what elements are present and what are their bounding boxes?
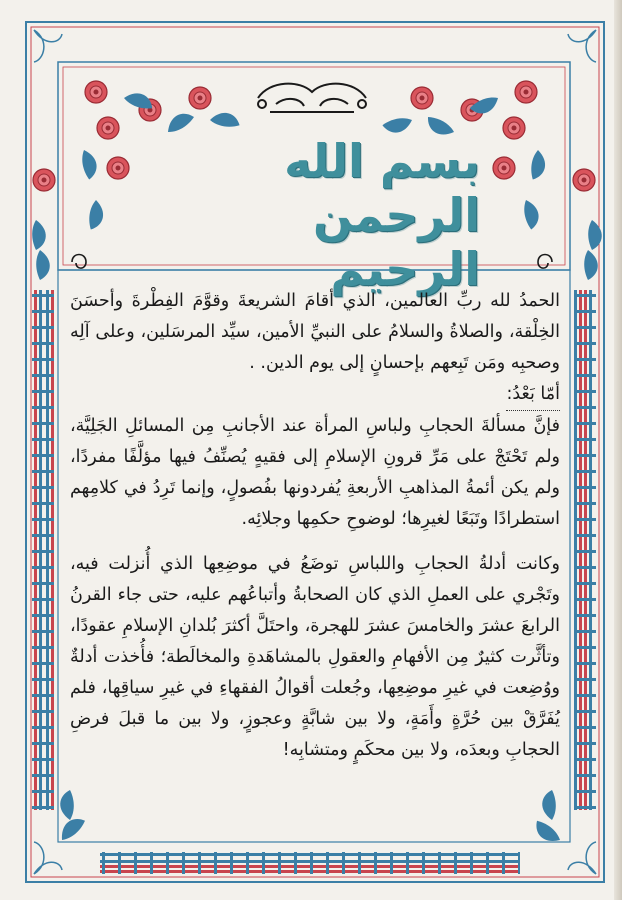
paragraph-2: وكانت أدلةُ الحجابِ واللباسِ توضَعُ في موضِعِها الذي أُنزلت فيه، وتَجْري على العملِ الذي كان الصحابةُ وأتباعُهم عليه، حتى جاء القرنُ الرابعَ عشرَ والخامسَ عشرَ للهجرة، واحتَلَّ أكثرَ بُلدانِ الإسلامِ عقودًا، وتأثَّرت كثيرٌ مِن الأفهامِ والعقولِ بالمشاهَدةِ والمخالَطة؛ فأُخذت أدلةٌ ووُضِعت في غيرِ موضِعِها، وجُعلت أقوالُ الفقهاءِ في غيرِ سياقِها، فلم يُفَرَّقْ بين حُرَّةٍ وأَمَةٍ، ولا بين شابَّةٍ وعجوزٍ، ولا بين ما قبلَ فرضِ الحجابِ وبعدَه، ولا بين محكَمٍ ومتشابِه! <box>70 554 560 760</box>
paragraph-1: فإنَّ مسألةَ الحجابِ ولباسِ المرأة عند الأجانبِ مِن المسائلِ الجَلِيَّة، ولم تَحْتَجْ على مَرِّ قرونِ الإسلامِ إلى فقيهٍ يُصنِّفُ فيها مؤلَّفًا مفردًا، ولم يكن أئمةُ المذاهبِ الأربعةِ يُفردونها بفُصولٍ، وإنما تَرِدُ في كلامِهم استطرادًا وتَبَعًا لغيرِها؛ لوضوحِ حكمِها وجلائِه. <box>70 416 560 529</box>
intro-paragraph: الحمدُ لله ربِّ العالمين، الذي أقامَ الشريعةَ وقوَّمَ الفِطْرةَ وأحسَنَ الخِلْقة، والصلاةُ والسلامُ على النبيِّ الأمين، سيِّد المرسَلين، وعلى آلِه وصحبِه ومَن تَبِعهم بإحسانٍ إلى يوم الدين. . <box>70 291 560 373</box>
amma-baad-heading: أمّا بَعْدُ: <box>506 379 560 411</box>
basmala-title: بسم الله الرحمن الرحيم <box>284 134 480 296</box>
paragraph-gap <box>70 535 560 549</box>
body-text <box>70 286 560 766</box>
top-scroll-ornament <box>258 84 366 112</box>
